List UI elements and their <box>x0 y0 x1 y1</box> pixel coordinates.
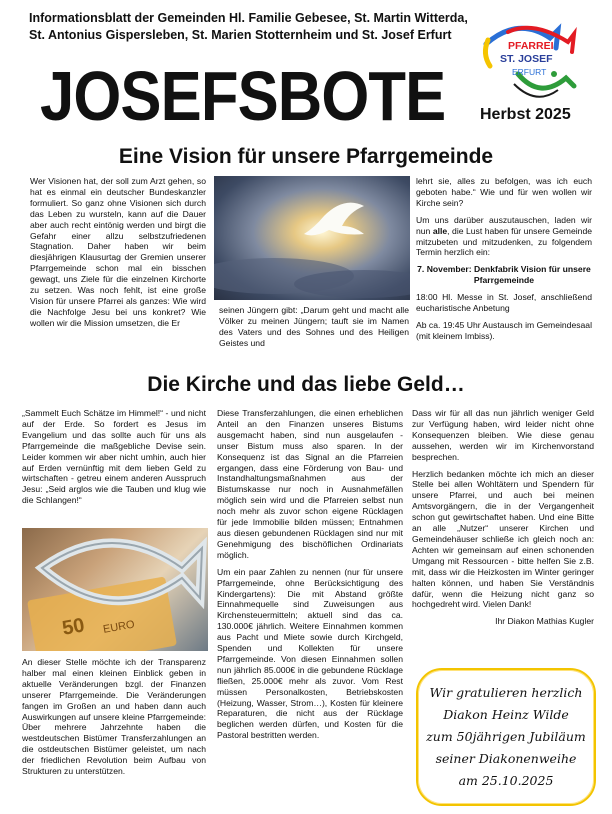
congrats-line-2: Diakon Heinz Wilde <box>443 707 569 722</box>
article-money-col1-bottom: An dieser Stelle möchte ich der Transparenz halber mal einen kleinen Einblick geben in aktuelle Veränderungen bzgl. der Finanzen unserer Pfarrgemeinde. Die Veränderungen fangen im Großen an und haben dann auch Auswirkungen auf unsere kleine Pfarrgemeinde: Über mehrere Jahrzehnte haben die westdeutschen Bistümer Transferzahlungen an die ostdeutschen Bistümer geleistet, um nach der friedlichen Revolution beim Aufbau von Strukturen zu unterstützen. <box>22 657 206 777</box>
publisher-line-2: St. Antonius Gispersleben, St. Marien Stotternheim und St. Josef Erfurt <box>29 28 452 42</box>
article-money-title: Die Kirche und das liebe Geld… <box>147 373 465 396</box>
article-money-col1-top <box>22 408 206 512</box>
money-col3-p1: Dass wir für all das nun jährlich weniger Geld zur Verfügung haben, wird leider nicht ohne Konsequenzen bleiben. Wie diese genau aussehen, werden wir im Kirchenvorstand besprechen. <box>412 408 594 462</box>
masthead-title: JOSEFSBOTE <box>40 57 446 135</box>
logo-text-3: ERFURT <box>512 67 547 77</box>
congrats-line-5: am 25.10.2025 <box>458 773 554 788</box>
vision-col3-p2: Um uns darüber auszutauschen, laden wir nun alle, die Lust haben für unsere Gemeinde mitzubeten und mitzudenken, zu folgendem Termin herzlich ein: <box>416 214 592 258</box>
publisher-line-1: Informationsblatt der Gemeinden Hl. Familie Gebesee, St. Martin Witterda, <box>29 11 468 25</box>
dove-icon <box>214 176 410 300</box>
congrats-line-3: zum 50jährigen Jubiläum <box>426 729 586 744</box>
dove-image <box>214 176 410 300</box>
event-title: 7. November: Denkfabrik Vision für unsere Pfarrgemeinde <box>417 264 591 286</box>
parish-logo <box>478 14 578 104</box>
congrats-line-1: Wir gratulieren herzlich <box>429 685 583 700</box>
banknote-number: 50 <box>60 614 87 640</box>
edition-label: Herbst 2025 <box>480 106 571 123</box>
money-col2-p1: Diese Transferzahlungen, die einen erheblichen Anteil an den Finanzen unseres Bistums ausgemacht haben, sind nun ausgelaufen - unser Bistum muss also sparen. In der Konsequenz ist das Signal an die Pfarreien ergangen, dass eine Förderung von Bau- und Instandhaltungsmaßnahmen aus der Bistumskasse nur noch in Ausnahmefällen möglich sein wird und die Pfarreien selbst nun noch mehr als zuvor schon eigene Rücklagen für jede Immobilie bilden müssen; Entnahmen aus diesen gebundenen Rücklagen sind nur mit Genehmigung des bischöflichen Ordinariats möglich. <box>217 408 403 560</box>
logo-text-1: PFARREI <box>508 40 554 52</box>
money-col3-p2: Herzlich bedanken möchte ich mich an dieser Stelle bei allen Wohltätern und Spendern für unsere Pfarrei, und auch bei meinen Amtsvorgängern, die in der Vergangenheit schon gut gewirtschaftet haben. Und eine Bitte an alle „Nutzer“ unserer Kirchen und Gemeindehäuser schließe ich gleich noch an: Achten wir gemeinsam auf einen schonenden Umgang mit Ressourcen - bitte helfen Sie z.B. mit, dass wir die Heizkosten im Winter geringer halten können, und haben Sie Verständnis dafür, wenn die Heizung nicht ganz so hochgedreht wird. Vielen Dank! <box>412 468 594 610</box>
logo-text-2: ST. JOSEF <box>500 53 553 65</box>
article-vision-col3 <box>416 176 592 348</box>
fish-money-icon <box>22 528 208 651</box>
vision-col3-p1: lehrt sie, alles zu befolgen, was ich euch geboten habe.“ Wie und für wen wollen wir Kirche sein? <box>416 176 592 208</box>
article-money-col3 <box>412 408 594 633</box>
congratulations-box <box>416 668 596 806</box>
article-vision-col1: Wer Visionen hat, der soll zum Arzt gehen, so hat es einmal ein deutscher Bundeskanzler formuliert. So ganz ohne Visionen sich durch das Leben zu wursteln, kann auf die Dauer aber auch recht eintönig werden und birgt die Gefahr einer allzu selbstzufriedenen Stagnation. Daher haben wir beim diesjährigen Klausurtag der Gremien unserer Pfarrgemeinde schon mal ein bisschen gewagt, uns Ziele für die einzelnen Kirchorte zu setzen. Was noch fehlt, ist eine große Vision für unsere Pfarrei als ganzes: Wie wird die Nachfolge Jesu bei uns konkret? Wie wollen wir die Mission umsetzen, die Er <box>30 176 206 328</box>
article-vision-col2: seinen Jüngern gibt: „Darum geht und macht alle Völker zu meinen Jüngern; tauft sie im Namen des Vaters und des Sohnes und des Heiligen Geistes und <box>219 305 409 348</box>
banknote-brand: EURO <box>102 618 136 636</box>
event-line-2: Ab ca. 19:45 Uhr Austausch im Gemeindesaal (mit kleinem Imbiss). <box>416 319 592 341</box>
article-vision-title: Eine Vision für unsere Pfarrgemeinde <box>118 145 494 168</box>
signature: Ihr Diakon Mathias Kugler <box>495 616 594 627</box>
event-line-1: 18:00 Hl. Messe in St. Josef, anschließend eucharistische Anbetung <box>416 292 592 314</box>
money-image <box>22 528 208 651</box>
congrats-line-4: seiner Diakonenweihe <box>435 751 577 766</box>
article-money-col2 <box>217 408 403 747</box>
money-col1-p1: „Sammelt Euch Schätze im Himmel!“ - und nicht auf der Erde. So fordert es Jesus im Evangelium und das sollte auch für uns als Pfarrgemeinde die maßgebliche Devise sein. Leider kommen wir aber nicht umhin, auch hier auf Erden vernünftig mit dem lieben Geld zu wirtschaften - getreu einem anderen Ausspruch Jesu: „Seid arglos wie die Tauben und klug wie die Schlangen!“ <box>22 408 206 506</box>
money-col2-p2: Um ein paar Zahlen zu nennen (nur für unsere Pfarrgemeinde, ohne Berücksichtigung des Kindergartens): Die mit Abstand größte Einnahmequelle sind Zuweisungen aus Kirchensteuermitteln; aktuell sind das ca. 130.000€ jährlich. Weitere Einnahmen kommen aus Pacht und Miete sowie durch Kirchgeld, Spenden und Kollekten für unsere Pfarrgemeinde. Von diesen Einnahmen sollen nun jährlich 85.000€ in die gebundene Rücklage fließen, 25.000€ mehr als zuvor. Vom Rest müssen Personalkosten, Betriebskosten (Heizung, Wasser, Strom…), Kosten für kleinere Reparaturen, die nicht aus der Rücklage beglichen werden dürfen, und Kosten für die Pastoral bestritten werden. <box>217 566 403 741</box>
